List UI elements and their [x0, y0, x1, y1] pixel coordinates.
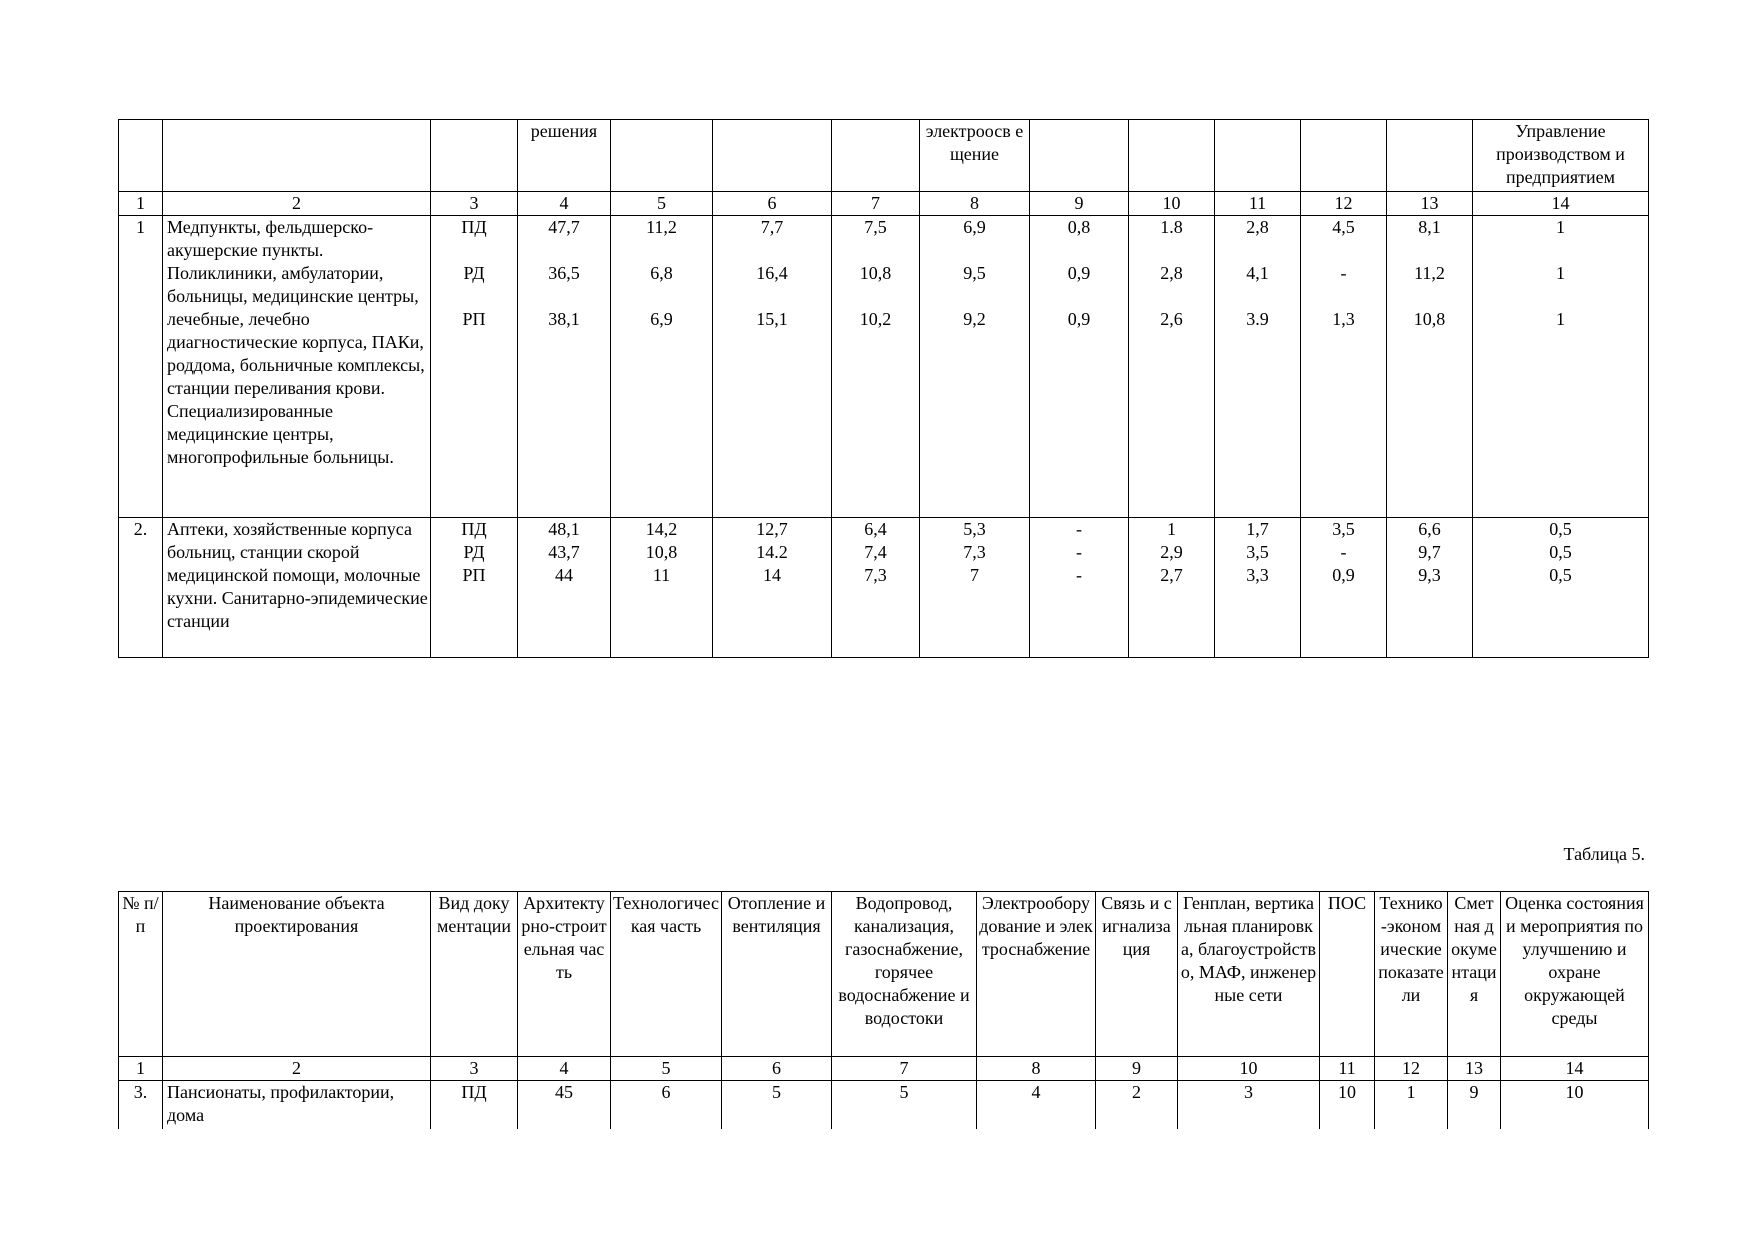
value-cell: [1387, 216, 1473, 518]
column-number: 14: [1501, 1057, 1649, 1081]
value: 3,3: [1246, 565, 1269, 585]
value: -: [1076, 542, 1082, 562]
value: 6: [611, 1081, 722, 1129]
value: -: [1340, 263, 1347, 283]
value: 6,6: [1418, 519, 1441, 539]
value-cell: [1215, 518, 1301, 658]
column-number: 9: [1096, 1057, 1178, 1081]
doc-type: РД: [463, 263, 485, 283]
value: 10: [1320, 1081, 1375, 1129]
value-cell: [1030, 518, 1129, 658]
value: 48,1: [548, 519, 580, 539]
column-number: 2: [163, 1057, 431, 1081]
value-cell: [920, 518, 1030, 658]
value: 1.8: [1160, 217, 1183, 237]
table2-header-row: [119, 892, 1649, 1057]
value: 1: [1556, 263, 1565, 283]
value: 0,9: [1332, 565, 1355, 585]
value: 44: [555, 565, 573, 585]
value-cell: [1030, 216, 1129, 518]
column-number: 6: [713, 192, 832, 216]
column-number: 12: [1301, 192, 1387, 216]
value: 2,8: [1160, 263, 1183, 283]
value: 11,2: [646, 217, 677, 237]
row-number: 1: [119, 216, 163, 518]
table1-header-cell: [119, 120, 163, 192]
column-number: 7: [832, 1057, 977, 1081]
value-cell: [1129, 518, 1215, 658]
table-row: [119, 1081, 1649, 1129]
column-number: 9: [1030, 192, 1129, 216]
value-cell: [518, 216, 611, 518]
column-number: 10: [1178, 1057, 1320, 1081]
value: 1: [1556, 217, 1565, 237]
table1-header-row: [119, 120, 1649, 192]
table2-colnum-row: [119, 1057, 1649, 1081]
doc-type: РП: [462, 309, 486, 329]
value-cell: [1473, 518, 1649, 658]
header-electrical: Электрооборудование и электроснабжение: [977, 892, 1096, 1057]
table1-header-cell: [1301, 120, 1387, 192]
value: 5,3: [963, 519, 986, 539]
column-number: 4: [518, 192, 611, 216]
table1-header-cell: [1215, 120, 1301, 192]
value: 4: [977, 1081, 1096, 1129]
table-caption: Таблица 5.: [1563, 844, 1645, 864]
value: 4,5: [1332, 217, 1355, 237]
value-cell: [1215, 216, 1301, 518]
column-number: 5: [611, 1057, 722, 1081]
header-genplan: Генплан, вертикальная планировка, благоустройство, МАФ, инженерные сети: [1178, 892, 1320, 1057]
value: 2,7: [1160, 565, 1183, 585]
column-number: 13: [1448, 1057, 1501, 1081]
value: 2,6: [1160, 309, 1183, 329]
value: 7,7: [760, 217, 784, 237]
value: 8,1: [1418, 217, 1441, 237]
header-water: Водопровод, канализация, газоснабжение, горячее водоснабжение и водостоки: [832, 892, 977, 1057]
object-name: Пансионаты, профилактории, дома: [163, 1081, 431, 1129]
value: 1,7: [1246, 519, 1269, 539]
value-cell: [713, 216, 832, 518]
header-estimate: Сметная документация: [1448, 892, 1501, 1057]
value: 0,5: [1549, 565, 1572, 585]
value: 0,5: [1549, 542, 1572, 562]
value: 9,5: [963, 263, 986, 283]
header-pos: ПОС: [1320, 892, 1375, 1057]
table1-header-cell: [713, 120, 832, 192]
value: 14.2: [756, 542, 788, 562]
doc-type: ПД: [461, 217, 487, 237]
column-number: 8: [977, 1057, 1096, 1081]
value: 3,5: [1246, 542, 1269, 562]
column-number: 11: [1320, 1057, 1375, 1081]
value-cell: [1129, 216, 1215, 518]
row-number: 2.: [119, 518, 163, 658]
header-heating: Отопление и вентиляция: [722, 892, 832, 1057]
row-number: 3.: [119, 1081, 163, 1129]
value: 0,9: [1067, 309, 1091, 329]
value: 0,9: [1067, 263, 1091, 283]
value: 36,5: [548, 263, 580, 283]
value: 1: [1375, 1081, 1448, 1129]
value: 43,7: [548, 542, 580, 562]
value: 6,4: [864, 519, 887, 539]
column-number: 10: [1129, 192, 1215, 216]
value: 10,8: [645, 542, 678, 562]
header-number: № п/п: [119, 892, 163, 1057]
value: 45: [518, 1081, 611, 1129]
value: 12,7: [756, 519, 788, 539]
table1-header-cell: [1387, 120, 1473, 192]
doc-type-cell: [431, 518, 518, 658]
column-number: 1: [119, 1057, 163, 1081]
header-object-name: Наименование объекта проектирования: [163, 892, 431, 1057]
value: 7,5: [864, 217, 887, 237]
value-cell: [611, 216, 713, 518]
value: 9,2: [963, 309, 986, 329]
column-number: 12: [1375, 1057, 1448, 1081]
header-communications: Связь и сигнализация: [1096, 892, 1178, 1057]
value: 10,8: [1413, 309, 1446, 329]
table1-header-cell: [431, 120, 518, 192]
value-cell: [518, 518, 611, 658]
table-continuation: [118, 119, 1649, 658]
header-environment: Оценка состояния и мероприятия по улучшению и охране окружающей среды: [1501, 892, 1649, 1057]
table1-header-cell: решения: [518, 120, 611, 192]
value-cell: [920, 216, 1030, 518]
value-cell: [1301, 518, 1387, 658]
table1-header-cell: [611, 120, 713, 192]
column-number: 5: [611, 192, 713, 216]
value: 6,8: [650, 263, 673, 283]
value: 14,2: [645, 519, 678, 539]
value: 5: [722, 1081, 832, 1129]
value: 10: [1501, 1081, 1649, 1129]
table-5: [118, 891, 1649, 1129]
object-name: Медпункты, фельдшерско-акушерские пункты. Поликлиники, амбулатории, больницы, медицинские центры, лечебные, лечебно диагностические корпуса, ПАКи, роддома, больничные комплексы, станции переливания крови. Специализированные медицинские центры, многопрофильные больницы.: [163, 216, 431, 518]
table-row: [119, 518, 1649, 658]
value: 9,7: [1418, 542, 1441, 562]
value: 38,1: [548, 309, 580, 329]
doc-type: РД: [463, 542, 485, 562]
doc-type-cell: [431, 216, 518, 518]
header-architecture: Архитектурно-строительная часть: [518, 892, 611, 1057]
value: 1: [1556, 309, 1565, 329]
value: 6,9: [650, 309, 673, 329]
column-number: 11: [1215, 192, 1301, 216]
value: 10,8: [859, 263, 892, 283]
value: 2,8: [1246, 217, 1269, 237]
value: 10,2: [859, 309, 892, 329]
value: 47,7: [548, 217, 580, 237]
value: 3: [1178, 1081, 1320, 1129]
table1-header-cell: Управление производством и предприятием: [1473, 120, 1649, 192]
value: 1,3: [1332, 309, 1355, 329]
table1-header-cell: [1129, 120, 1215, 192]
column-number: 13: [1387, 192, 1473, 216]
table1-header-cell: [832, 120, 920, 192]
value: 7,3: [963, 542, 986, 562]
value: 11: [652, 565, 671, 585]
table1-header-cell: [163, 120, 431, 192]
value: 5: [832, 1081, 977, 1129]
value: 0,8: [1067, 217, 1091, 237]
column-number: 3: [431, 192, 518, 216]
value-cell: [1473, 216, 1649, 518]
value: 15,1: [756, 309, 788, 329]
value: 0,5: [1549, 519, 1572, 539]
value: 9: [1448, 1081, 1501, 1129]
value-cell: [713, 518, 832, 658]
column-number: 7: [832, 192, 920, 216]
value-cell: [1301, 216, 1387, 518]
value: 2,9: [1160, 542, 1183, 562]
header-technology: Технологическая часть: [611, 892, 722, 1057]
value: -: [1340, 542, 1347, 562]
column-number: 2: [163, 192, 431, 216]
value: 7,3: [864, 565, 887, 585]
table1-colnum-row: [119, 192, 1649, 216]
column-number: 1: [119, 192, 163, 216]
value: 7: [970, 565, 979, 585]
value-cell: [611, 518, 713, 658]
column-number: 3: [431, 1057, 518, 1081]
value: 7,4: [864, 542, 887, 562]
object-name: Аптеки, хозяйственные корпуса больниц, станции скорой медицинской помощи, молочные кухни. Санитарно-эпидемические станции: [163, 518, 431, 658]
doc-type: ПД: [431, 1081, 518, 1129]
value: 6,9: [963, 217, 986, 237]
column-number: 8: [920, 192, 1030, 216]
doc-type: ПД: [461, 519, 487, 539]
value: 11,2: [1414, 263, 1445, 283]
value: 16,4: [756, 263, 788, 283]
value: -: [1076, 565, 1082, 585]
value-cell: [832, 216, 920, 518]
header-tech-economic: Технико-экономические показатели: [1375, 892, 1448, 1057]
value: 3,5: [1332, 519, 1355, 539]
value: 14: [763, 565, 781, 585]
value-cell: [832, 518, 920, 658]
value: 4,1: [1246, 263, 1269, 283]
value: 2: [1096, 1081, 1178, 1129]
column-number: 4: [518, 1057, 611, 1081]
header-doc-type: Вид документации: [431, 892, 518, 1057]
value: 9,3: [1418, 565, 1441, 585]
value-cell: [1387, 518, 1473, 658]
table1-header-cell: [1030, 120, 1129, 192]
table1-header-cell: электроосв ещение: [920, 120, 1030, 192]
doc-type: РП: [462, 565, 486, 585]
column-number: 14: [1473, 192, 1649, 216]
value: -: [1076, 519, 1082, 539]
value: 3.9: [1246, 309, 1269, 329]
table-row: [119, 216, 1649, 518]
value: 1: [1167, 519, 1176, 539]
column-number: 6: [722, 1057, 832, 1081]
